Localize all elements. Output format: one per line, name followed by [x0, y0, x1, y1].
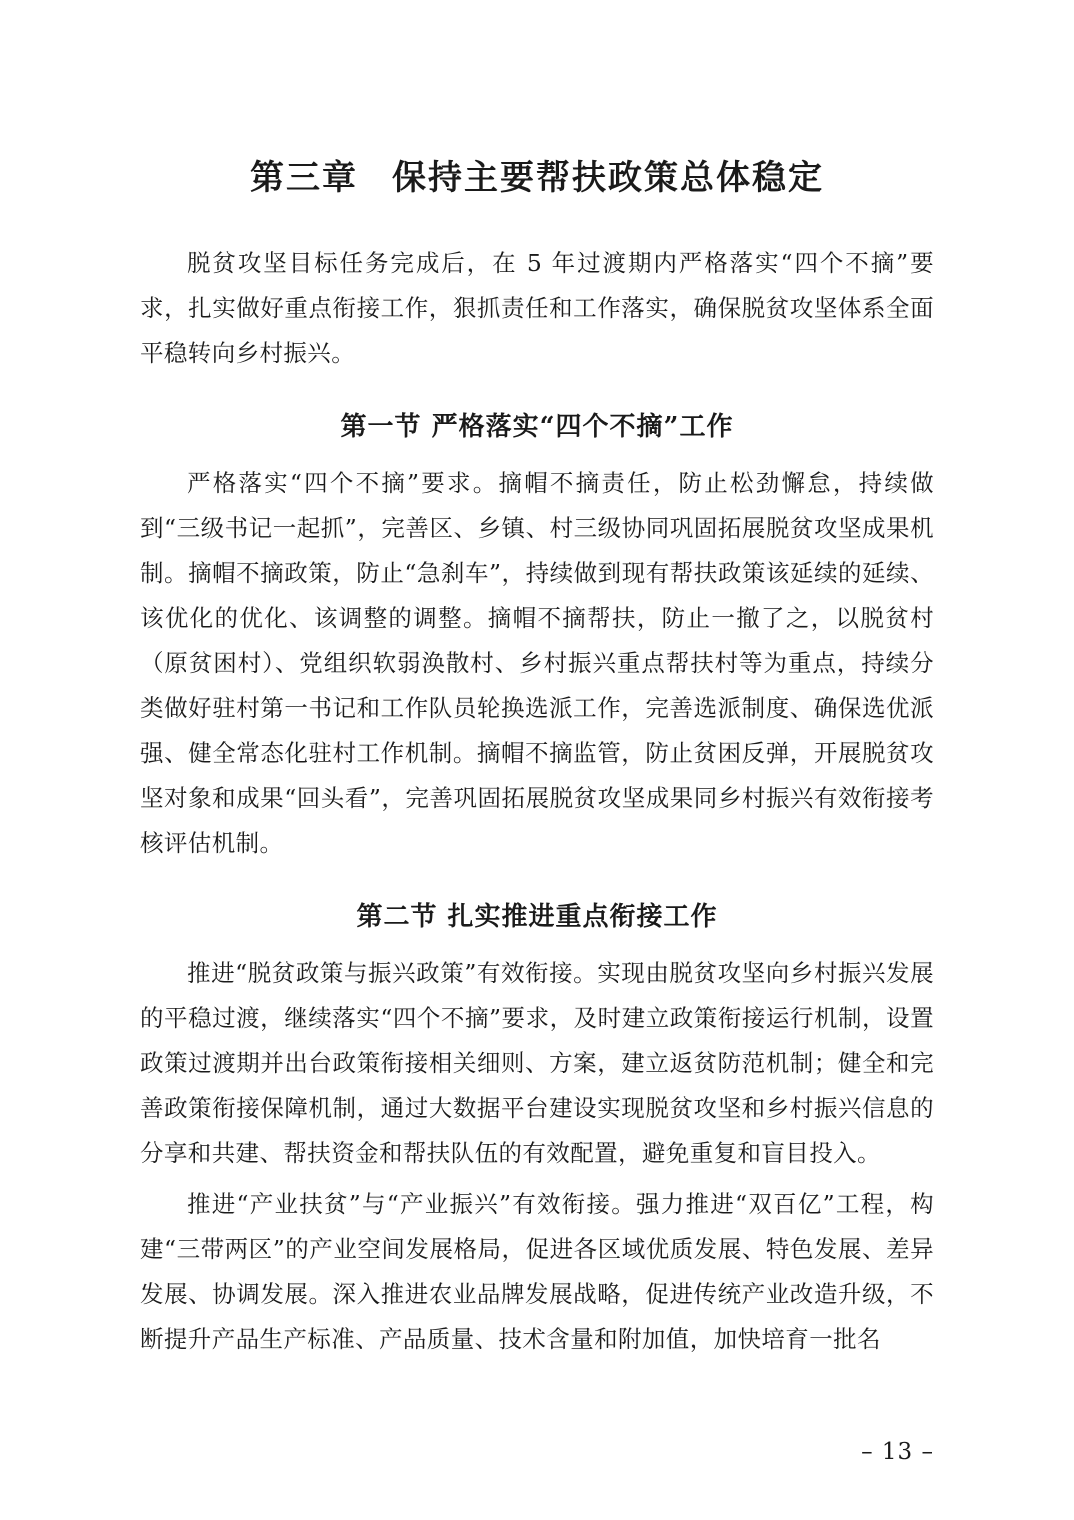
page-number: – 13 – [861, 1439, 934, 1465]
section-title-2: 第二节 扎实推进重点衔接工作 [356, 902, 718, 932]
section-1-paragraph-1: 严格落实“四个不摘”要求。摘帽不摘责任，防止松劲懈怠，持续做到“三级书记一起抓”，完善区、乡镇、村三级协同巩固拓展脱贫攻坚成果机制。摘帽不摘政策，防止“急刹车”，持续做到现有帮扶政策该延续的延续、该优化的优化、该调整的调整。摘帽不摘帮扶，防止一撤了之，以脱贫村（原贫困村）、党组织软弱涣散村、乡村振兴重点帮扶村等为重点，持续分类做好驻村第一书记和工作队员轮换选派工作，完善选派制度、确保选优派强、健全常态化驻村工作机制。摘帽不摘监管，防止贫困反弹，开展脱贫攻坚对象和成果“回头看”，完善巩固拓展脱贫攻坚成果同乡村振兴有效衔接考核评估机制。 [140, 469, 934, 857]
chapter-title-prefix: 第三章 [250, 158, 358, 198]
section-2-paragraph-2: 推进“产业扶贫”与“产业振兴”有效衔接。强力推进“双百亿”工程，构建“三带两区”的产业空间发展格局，促进各区域优质发展、特色发展、差异发展、协调发展。深入推进农业品牌发展战略，促进传统产业改造升级，不断提升产品生产标准、产品质量、技术含量和附加值，加快培育一批名 [140, 1190, 934, 1353]
section-2-paragraph-1: 推进“脱贫政策与振兴政策”有效衔接。实现由脱贫攻坚向乡村振兴发展的平稳过渡，继续落实“四个不摘”要求，及时建立政策衔接运行机制，设置政策过渡期并出台政策衔接相关细则、方案，建立返贫防范机制；健全和完善政策衔接保障机制，通过大数据平台建设实现脱贫攻坚和乡村振兴信息的分享和共建、帮扶资金和帮扶队伍的有效配置，避免重复和盲目投入。 [140, 959, 934, 1167]
chapter-title-main: 保持主要帮扶政策总体稳定 [392, 158, 824, 198]
chapter-title [140, 150, 934, 199]
intro-paragraph: 脱贫攻坚目标任务完成后，在 5 年过渡期内严格落实“四个不摘”要求，扎实做好重点衔接工作，狠抓责任和工作落实，确保脱贫攻坚体系全面平稳转向乡村振兴。 [140, 249, 934, 367]
section-title-1: 第一节 严格落实“四个不摘”工作 [340, 412, 734, 442]
